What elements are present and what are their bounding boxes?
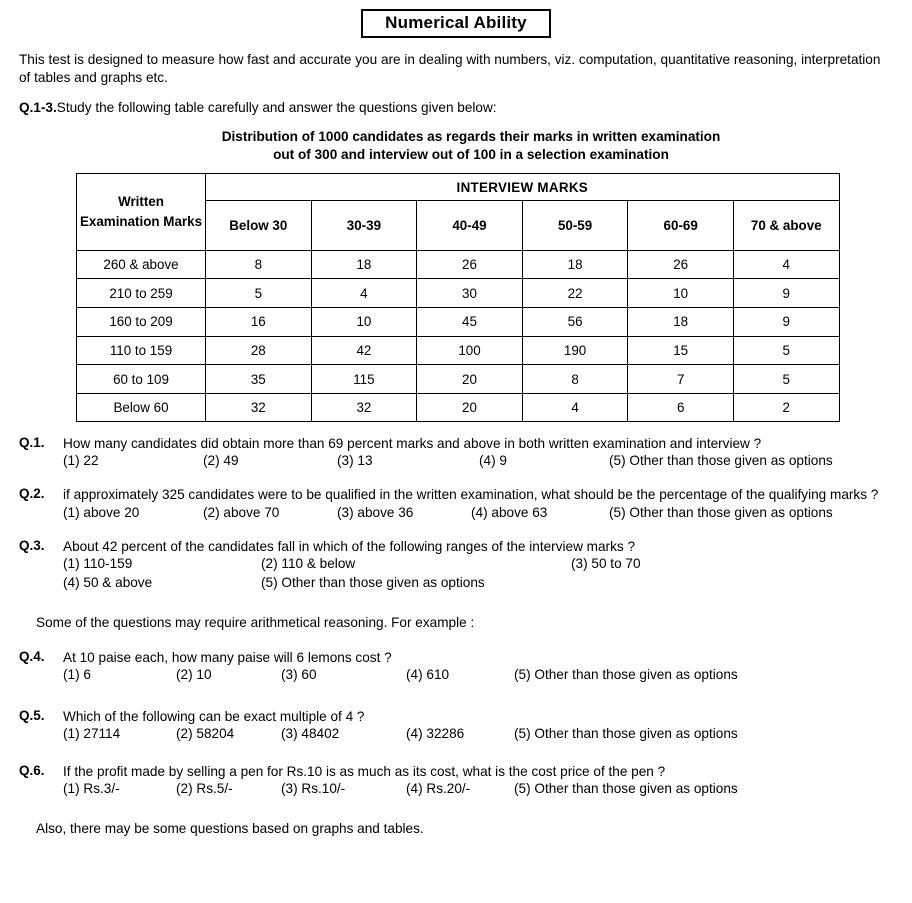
table-cell: 190 xyxy=(522,336,628,365)
column-header: Below 30 xyxy=(206,201,312,251)
table-cell: 8 xyxy=(206,250,312,279)
table-cell: 35 xyxy=(206,365,312,394)
row-label: 160 to 209 xyxy=(77,308,206,337)
table-cell: 5 xyxy=(733,336,839,365)
option-2[interactable]: (2) above 70 xyxy=(203,504,280,520)
table-cell: 9 xyxy=(733,279,839,308)
option-5[interactable]: (5) Other than those given as options xyxy=(514,725,738,741)
question-text: If the profit made by selling a pen for Rs.10 is as much as its cost, what is the cost price of the pen ? xyxy=(63,763,666,779)
page-title: Numerical Ability xyxy=(361,9,551,38)
arithmetic-note: Some of the questions may require arithmetical reasoning. For example : xyxy=(36,614,475,630)
question-text: if approximately 325 candidates were to be qualified in the written examination, what should be the percentage of the qualifying marks ? xyxy=(63,487,879,503)
table-cell: 18 xyxy=(522,250,628,279)
table-cell: 26 xyxy=(628,250,734,279)
table-cell: 20 xyxy=(417,393,523,422)
table-cell: 22 xyxy=(522,279,628,308)
table-cell: 9 xyxy=(733,308,839,337)
option-5[interactable]: (5) Other than those given as options xyxy=(514,780,738,796)
table-cell: 2 xyxy=(733,393,839,422)
column-header: 60-69 xyxy=(628,201,734,251)
option-3[interactable]: (3) 13 xyxy=(337,453,373,469)
option-2[interactable]: (2) 110 & below xyxy=(261,555,356,571)
table-cell: 18 xyxy=(628,308,734,337)
row-label: Below 60 xyxy=(77,393,206,422)
option-4[interactable]: (4) 32286 xyxy=(406,725,465,741)
question-4 xyxy=(19,649,895,686)
table-cell: 30 xyxy=(417,279,523,308)
option-4[interactable]: (4) 50 & above xyxy=(63,574,153,590)
question-text: About 42 percent of the candidates fall in which of the following ranges of the interview marks ? xyxy=(63,538,636,554)
option-5[interactable]: (5) Other than those given as options xyxy=(261,574,485,590)
table-cell: 5 xyxy=(733,365,839,394)
table-cell: 4 xyxy=(522,393,628,422)
option-4[interactable]: (4) 9 xyxy=(479,453,507,469)
table-cell: 7 xyxy=(628,365,734,394)
table-caption-line-2: out of 300 and interview out of 100 in a selection examination xyxy=(273,146,669,162)
table-cell: 8 xyxy=(522,365,628,394)
option-2[interactable]: (2) Rs.5/- xyxy=(176,780,233,796)
table-cell: 26 xyxy=(417,250,523,279)
question-6-options xyxy=(63,781,895,800)
question-3 xyxy=(19,538,895,594)
option-5[interactable]: (5) Other than those given as options xyxy=(514,666,738,682)
option-1[interactable]: (1) 110-159 xyxy=(63,555,133,571)
question-label: Q.1. xyxy=(19,435,45,451)
option-5[interactable]: (5) Other than those given as options xyxy=(609,453,833,469)
directions-label: Q.1-3. xyxy=(19,99,57,115)
question-4-options xyxy=(63,667,895,686)
option-4[interactable]: (4) Rs.20/- xyxy=(406,780,471,796)
table-cell: 5 xyxy=(206,279,312,308)
row-header-label: Written Examination Marks xyxy=(77,173,206,250)
table-caption xyxy=(0,128,912,164)
option-3[interactable]: (3) 50 to 70 xyxy=(571,555,641,571)
table-row xyxy=(77,393,840,422)
question-text: How many candidates did obtain more than 69 percent marks and above in both written examination and interview ? xyxy=(63,436,762,452)
table-cell: 115 xyxy=(311,365,417,394)
column-header: 30-39 xyxy=(311,201,417,251)
table-cell: 6 xyxy=(628,393,734,422)
question-2-options xyxy=(63,505,895,524)
question-5-options xyxy=(63,726,895,745)
question-1-options xyxy=(63,453,895,472)
question-label: Q.4. xyxy=(19,648,45,664)
directions-line xyxy=(19,100,912,115)
table-header-row-group xyxy=(77,173,840,200)
option-3[interactable]: (3) 60 xyxy=(281,666,317,682)
table-cell: 42 xyxy=(311,336,417,365)
option-1[interactable]: (1) above 20 xyxy=(63,504,140,520)
option-2[interactable]: (2) 49 xyxy=(203,453,239,469)
question-2 xyxy=(19,486,895,523)
option-1[interactable]: (1) 22 xyxy=(63,453,99,469)
question-label: Q.5. xyxy=(19,707,45,723)
table-cell: 4 xyxy=(733,250,839,279)
column-header: 70 & above xyxy=(733,201,839,251)
table-cell: 16 xyxy=(206,308,312,337)
table-cell: 56 xyxy=(522,308,628,337)
question-text: Which of the following can be exact multiple of 4 ? xyxy=(63,708,365,724)
marks-distribution-table xyxy=(76,173,840,423)
intro-paragraph: This test is designed to measure how fast and accurate you are in dealing with numbers, viz. computation, quantitative reasoning, interpretation of tables and graphs etc. xyxy=(19,52,881,86)
table-cell: 32 xyxy=(311,393,417,422)
table-row xyxy=(77,336,840,365)
table-caption-line-1: Distribution of 1000 candidates as regards their marks in written examination xyxy=(221,128,721,144)
column-header: 40-49 xyxy=(417,201,523,251)
table-cell: 15 xyxy=(628,336,734,365)
option-1[interactable]: (1) 6 xyxy=(63,666,91,682)
question-3-options xyxy=(63,556,895,594)
option-4[interactable]: (4) 610 xyxy=(406,666,450,682)
closing-note: Also, there may be some questions based on graphs and tables. xyxy=(36,820,424,836)
option-5[interactable]: (5) Other than those given as options xyxy=(609,504,833,520)
table-row xyxy=(77,308,840,337)
question-label: Q.3. xyxy=(19,537,45,553)
table-cell: 18 xyxy=(311,250,417,279)
table-cell: 10 xyxy=(311,308,417,337)
option-3[interactable]: (3) Rs.10/- xyxy=(281,780,346,796)
table-row xyxy=(77,365,840,394)
question-text: At 10 paise each, how many paise will 6 lemons cost ? xyxy=(63,649,392,665)
question-label: Q.2. xyxy=(19,486,45,502)
table-cell: 10 xyxy=(628,279,734,308)
option-1[interactable]: (1) 27114 xyxy=(63,725,121,741)
row-label: 110 to 159 xyxy=(77,336,206,365)
table-cell: 4 xyxy=(311,279,417,308)
column-header: 50-59 xyxy=(522,201,628,251)
row-label: 60 to 109 xyxy=(77,365,206,394)
column-group-header: INTERVIEW MARKS xyxy=(206,173,840,200)
marks-distribution-table-container xyxy=(0,173,912,423)
table-cell: 100 xyxy=(417,336,523,365)
option-4[interactable]: (4) above 63 xyxy=(471,504,548,520)
table-cell: 28 xyxy=(206,336,312,365)
table-cell: 20 xyxy=(417,365,523,394)
question-1 xyxy=(19,435,895,472)
page-title-container xyxy=(0,9,912,38)
question-5 xyxy=(19,708,895,745)
row-label: 260 & above xyxy=(77,250,206,279)
option-1[interactable]: (1) Rs.3/- xyxy=(63,780,120,796)
table-row xyxy=(77,279,840,308)
directions-text: Study the following table carefully and answer the questions given below: xyxy=(56,99,497,115)
option-3[interactable]: (3) above 36 xyxy=(337,504,414,520)
option-2[interactable]: (2) 10 xyxy=(176,666,212,682)
question-6 xyxy=(19,763,895,800)
option-2[interactable]: (2) 58204 xyxy=(176,725,235,741)
row-label: 210 to 259 xyxy=(77,279,206,308)
option-3[interactable]: (3) 48402 xyxy=(281,725,340,741)
table-row xyxy=(77,250,840,279)
table-cell: 32 xyxy=(206,393,312,422)
table-cell: 45 xyxy=(417,308,523,337)
question-label: Q.6. xyxy=(19,762,45,778)
